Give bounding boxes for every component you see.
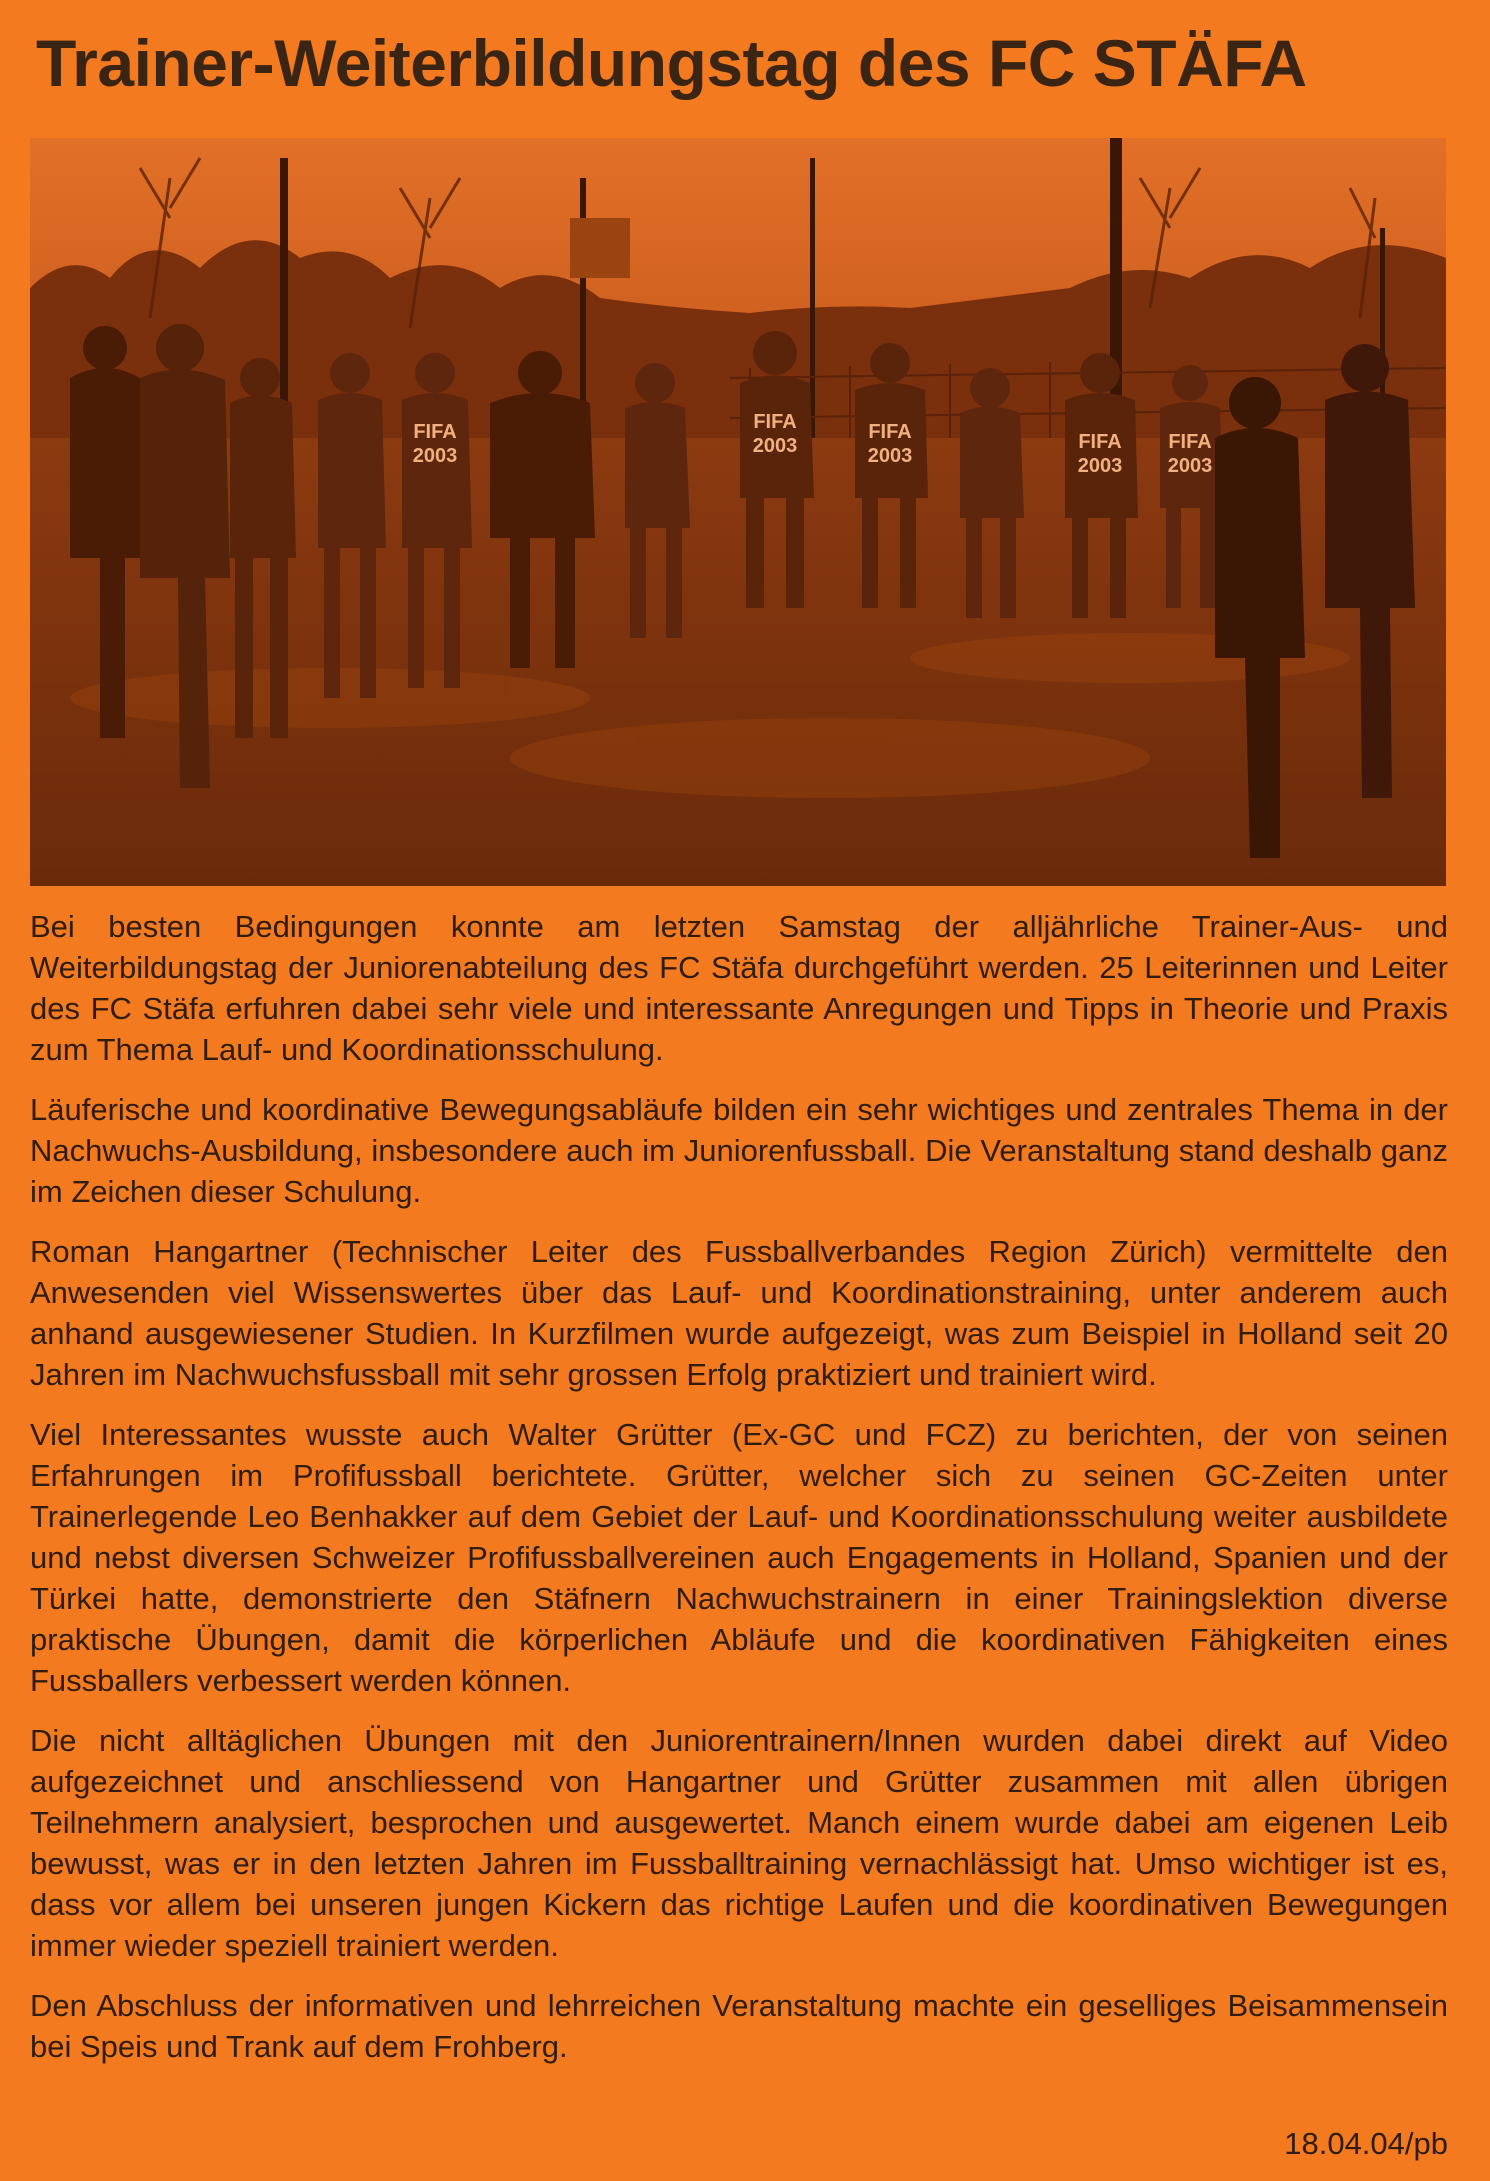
shirt-text: FIFA: [1168, 431, 1212, 453]
article-paragraph: Roman Hangartner (Technischer Leiter des Fussballverbandes Region Zürich) vermittelte den Anwesenden viel Wissenswertes über das Lauf- und Koordinationstraining, unter anderem auch anhand ausgewiesener Studien. In Kurzfilmen wurde aufgezeigt, was zum Beispiel in Holland seit 20 Jahren im Nachwuchsfussball mit sehr grossen Erfolg praktiziert und trainiert wird.: [30, 1234, 1448, 1392]
shirt-text: FIFA: [868, 421, 912, 443]
shirt-text: FIFA: [413, 421, 457, 443]
article-paragraph: Den Abschluss der informativen und lehrreichen Veranstaltung machte ein geselliges Beisammensein bei Speis und Trank auf dem Frohberg.: [30, 1988, 1448, 2064]
headline: Trainer-Weiterbildungstag des FC STÄFA: [36, 26, 1307, 100]
shirt-text: 2003: [752, 435, 798, 457]
article-paragraph: Viel Interessantes wusste auch Walter Grütter (Ex-GC und FCZ) zu berichten, der von seinen Erfahrungen im Profifussball berichtete. Grütter, welcher sich zu seinen GC-Zeiten unter Trainerlegende Leo Benhakker auf dem Gebiet der Lauf- und Koordinationsschulung weiter ausbildete und nebst diversen Schweizer Profifussballvereinen auch Engagements in Holland, Spanien und der Türkei hatte, demonstrierte den Stäfnern Nachwuchstrainern in einer Trainingslektion diverse praktische Übungen, damit die körperlichen Abläufe und die koordinativen Fähigkeiten eines Fussballers verbessert werden können.: [30, 1417, 1448, 1698]
shirt-text: 2003: [867, 445, 913, 467]
article-paragraph: Bei besten Bedingungen konnte am letzten Samstag der alljährliche Trainer-Aus- und Weiterbildungstag der Juniorenabteilung des FC Stäfa durchgeführt werden. 25 Leiterinnen und Leiter des FC Stäfa erfuhren dabei sehr viele und interessante Anregungen und Tipps in Theorie und Praxis zum Thema Lauf- und Koordinationsschulung.: [30, 909, 1448, 1067]
shirt-text: 2003: [1167, 455, 1213, 477]
photo-building: [570, 218, 630, 278]
team-photo: [30, 138, 1446, 886]
shirt-text: FIFA: [1078, 431, 1122, 453]
article-body: [30, 906, 1448, 2086]
team-photo-illustration: [30, 138, 1446, 886]
shirt-text: FIFA: [753, 411, 797, 433]
article-paragraph: Läuferische und koordinative Bewegungsabläufe bilden ein sehr wichtiges und zentrales Thema in der Nachwuchs-Ausbildung, insbesondere auch im Juniorenfussball. Die Veranstaltung stand deshalb ganz im Zeichen dieser Schulung.: [30, 1092, 1448, 1209]
byline-date: 18.04.04/pb: [1284, 2126, 1448, 2161]
shirt-text: 2003: [1077, 455, 1123, 477]
shirt-text: 2003: [412, 445, 458, 467]
article-paragraph: Die nicht alltäglichen Übungen mit den Juniorentrainern/Innen wurden dabei direkt auf Video aufgezeichnet und anschliessend von Hangartner und Grütter zusammen mit allen übrigen Teilnehmern analysiert, besprochen und ausgewertet. Manch einem wurde dabei am eigenen Leib bewusst, was er in den letzten Jahren im Fussballtraining vernachlässigt hat. Umso wichtiger ist es, dass vor allem bei unseren jungen Kickern das richtige Laufen und die koordinativen Bewegungen immer wieder speziell trainiert werden.: [30, 1723, 1448, 1963]
